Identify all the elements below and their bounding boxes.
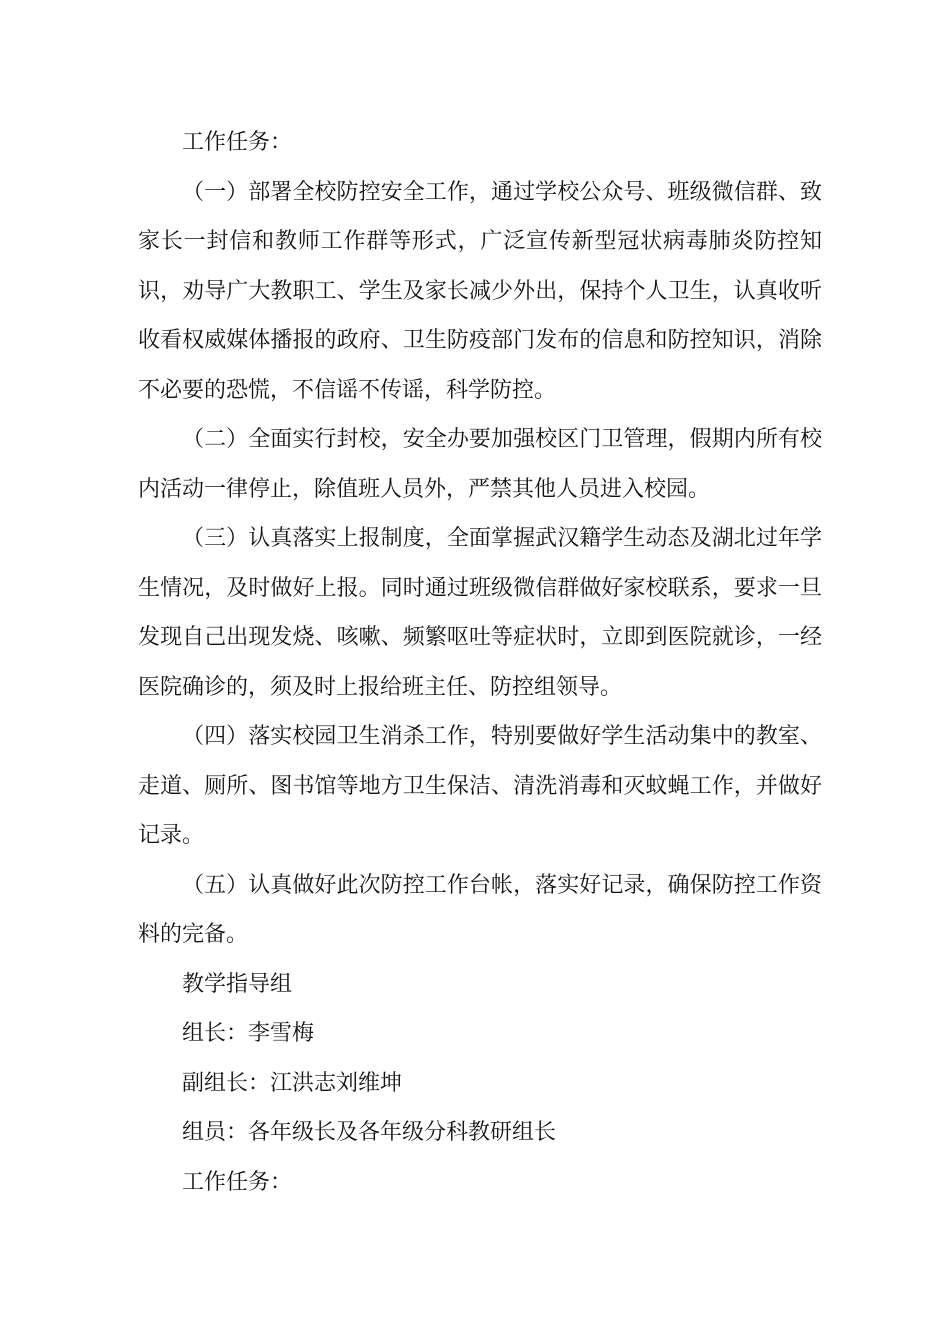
members-line: 组员：各年级长及各年级分科教研组长: [182, 1120, 557, 1145]
paragraph-task-3: （三）认真落实上报制度，全面掌握武汉籍学生动态及湖北过年学生情况，及时做好上报。同时通过班级微信群做好家校联系，要求一旦发现自己出现发烧、咳嗽、频繁呕吐等症状时，立即到医院就诊，一经医院确诊的，须及时上报给班主任、防控组领导。: [138, 526, 822, 700]
heading-work-tasks: 工作任务：: [182, 130, 293, 155]
paragraph-task-1: （一）部署全校防控安全工作，通过学校公众号、班级微信群、致家长一封信和教师工作群等形式，广泛宣传新型冠状病毒肺炎防控知识，劝导广大教职工、学生及家长减少外出，保持个人卫生，认真收听收看权威媒体播报的政府、卫生防疫部门发布的信息和防控知识，消除不必要的恐慌，不信谣不传谣，科学防控。: [138, 179, 822, 403]
deputy-leader-line: 副组长：江洪志刘维坤: [182, 1070, 403, 1096]
paragraph-task-2: （二）全面实行封校，安全办要加强校区门卫管理，假期内所有校内活动一律停止，除值班人员外，严禁其他人员进入校园。: [138, 427, 822, 502]
group-leader-line: 组长：李雪梅: [182, 1021, 315, 1046]
heading-work-tasks-2: 工作任务：: [182, 1169, 293, 1195]
section-title-teaching-guidance: 教学指导组: [182, 971, 293, 997]
document-body: [138, 118, 822, 1207]
paragraph-task-4: （四）落实校园卫生消杀工作，特别要做好学生活动集中的教室、走道、厕所、图书馆等地方卫生保洁、清洗消毒和灭蚊蝇工作，并做好记录。: [138, 724, 822, 848]
paragraph-task-5: （五）认真做好此次防控工作台帐，落实好记录，确保防控工作资料的完备。: [138, 872, 822, 947]
